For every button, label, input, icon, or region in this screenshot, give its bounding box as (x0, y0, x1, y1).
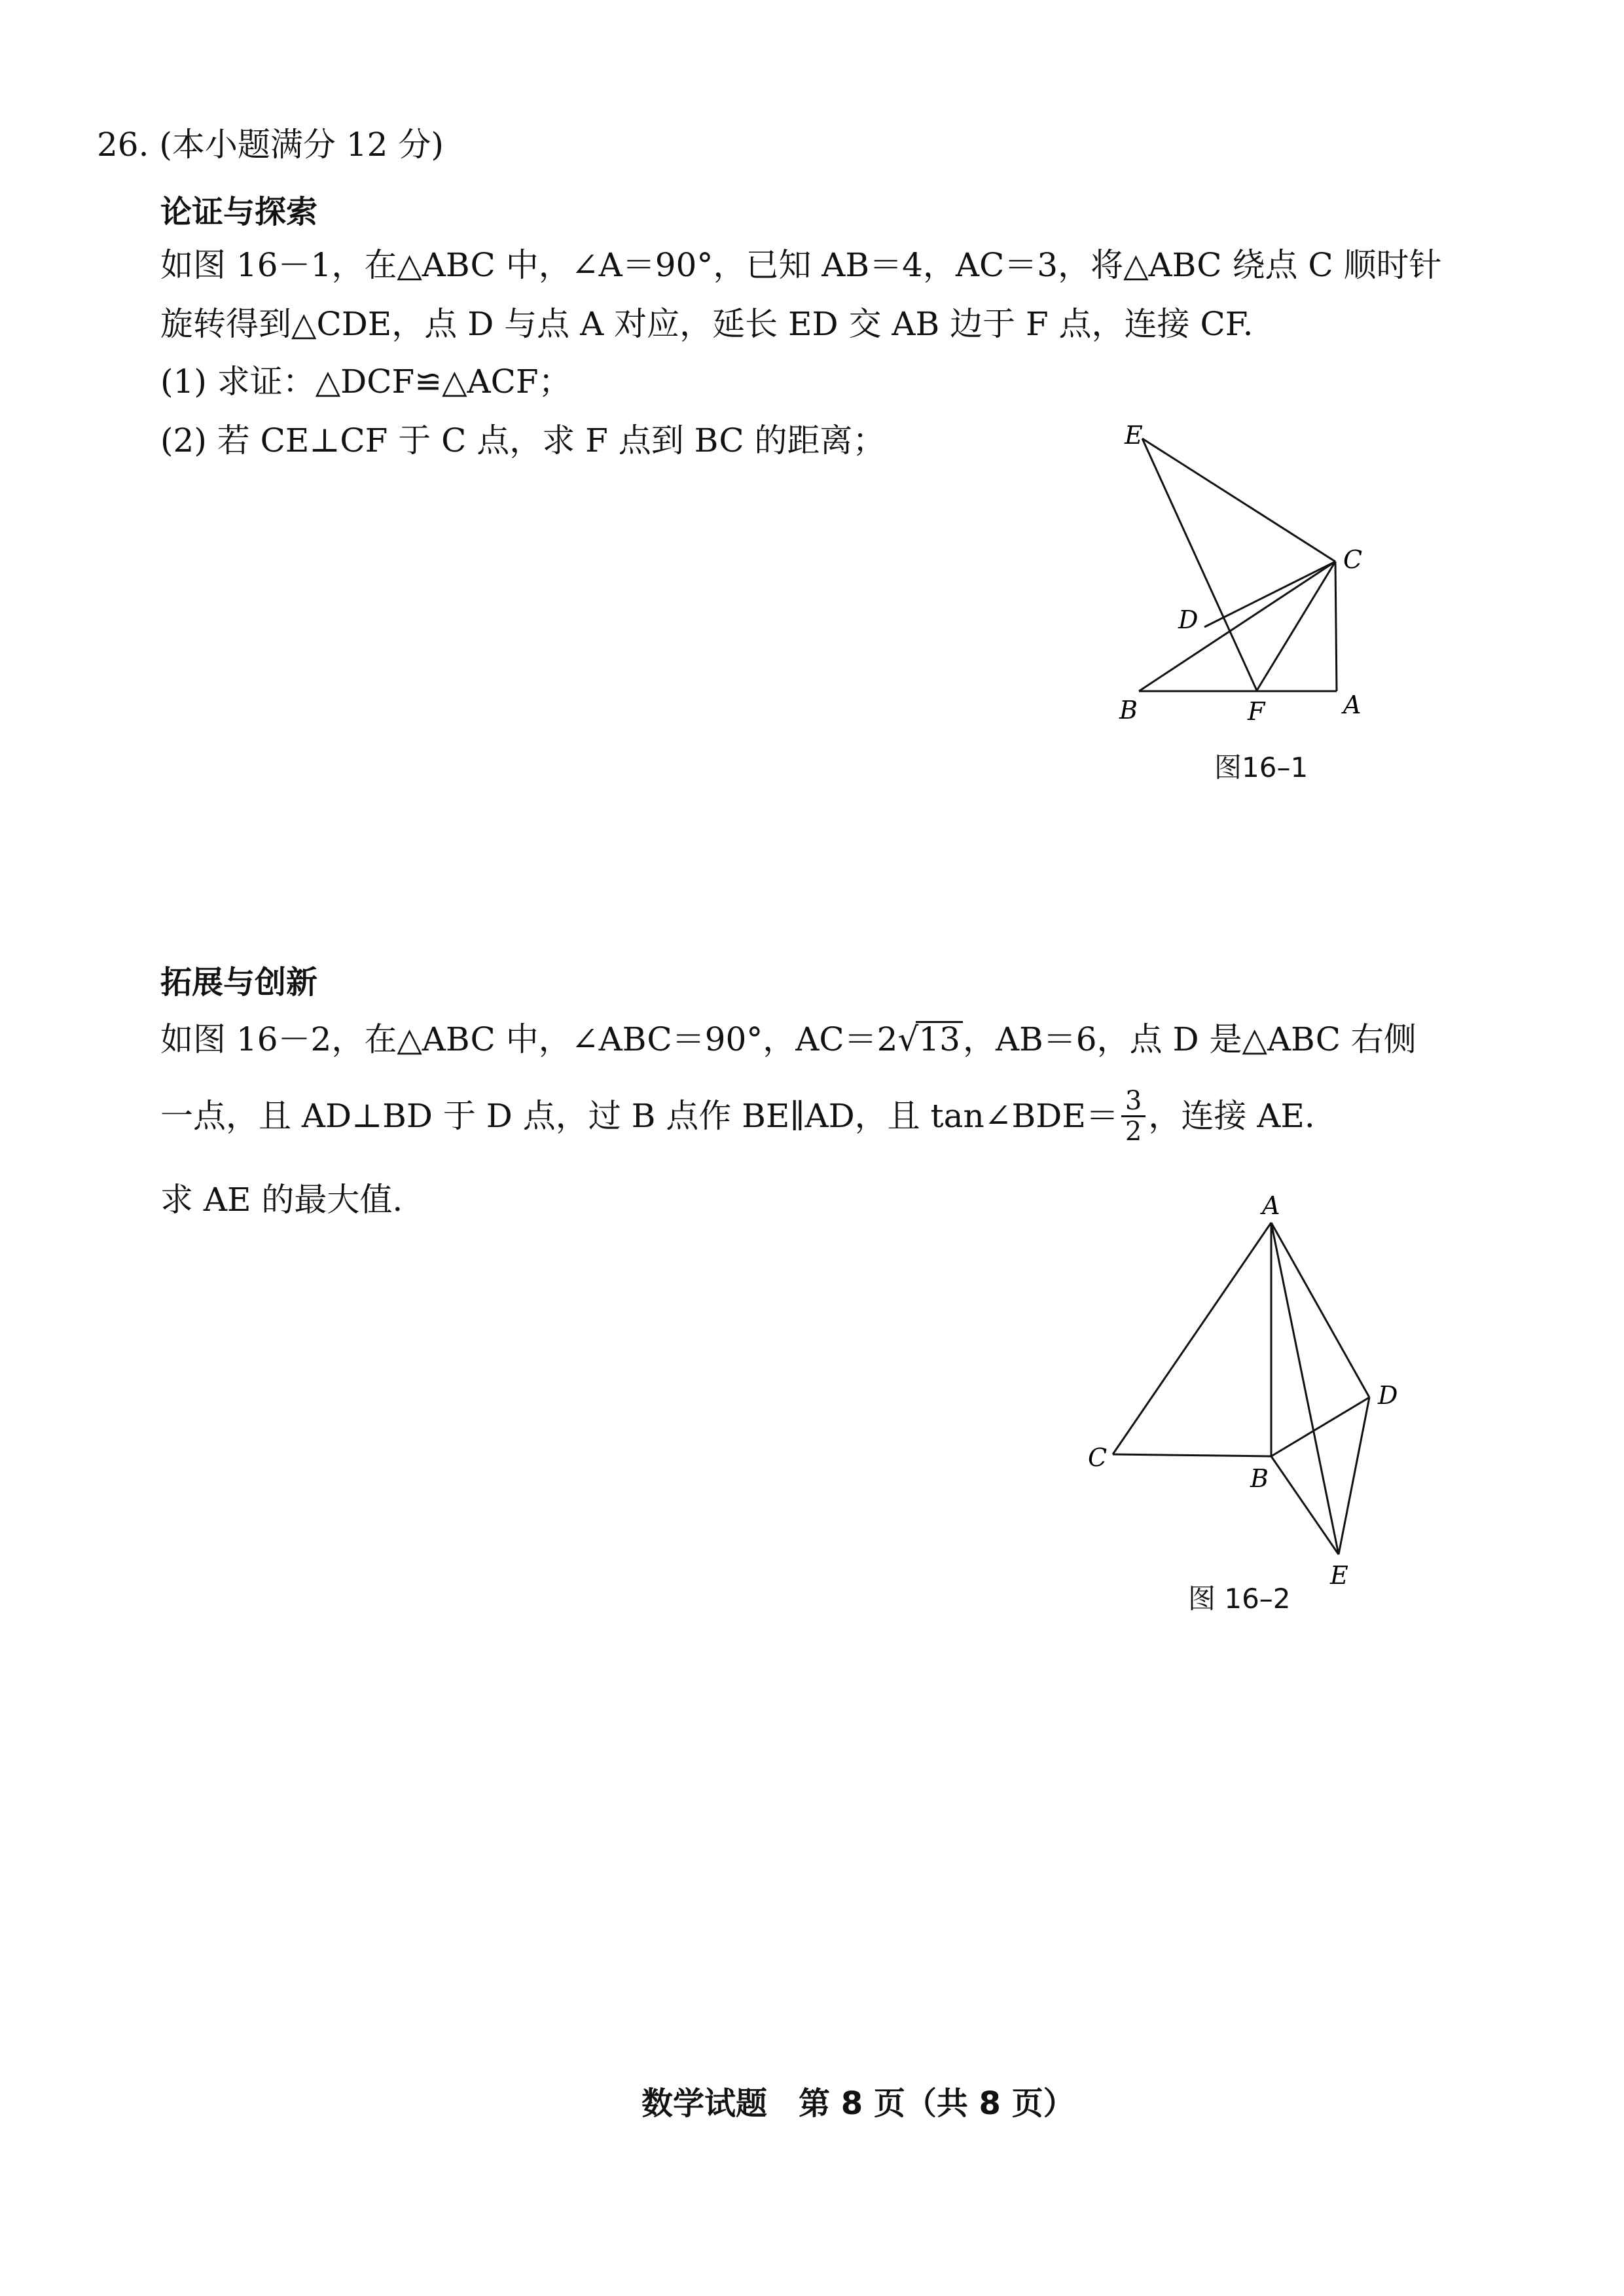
part2-paragraph-line1 (160, 1021, 1416, 1056)
segment-CA (1113, 1223, 1271, 1454)
fig1-label-E: E (1125, 421, 1143, 450)
problem-header: 26. (本小题满分 12 分) (97, 126, 444, 164)
fig1-label-C: C (1343, 545, 1363, 574)
part2-line2-text-a: 一点，且 AD⊥BD 于 D 点，过 B 点作 BE∥AD，且 tan∠BDE＝ (160, 1097, 1119, 1135)
figure-16-2-caption: 图 16–2 (1188, 1583, 1291, 1615)
sqrt-sign: √ (897, 1020, 919, 1058)
fig2-label-A: A (1262, 1191, 1280, 1220)
part2-paragraph-line2 (160, 1080, 1315, 1152)
fig2-label-C: C (1088, 1443, 1108, 1472)
question-1: (1) 求证：△DCF≌△ACF； (160, 363, 571, 401)
part2-line1-text-b: ，AB＝6，点 D 是△ABC 右侧 (962, 1020, 1416, 1058)
fraction-numerator: 3 (1121, 1086, 1146, 1117)
part2-heading: 拓展与创新 (160, 964, 318, 1001)
segment-BC (1139, 562, 1335, 691)
part2-paragraph-line3: 求 AE 的最大值. (160, 1181, 403, 1219)
segment-CA (1335, 562, 1337, 691)
sqrt-radicand: 13 (916, 1021, 963, 1056)
question-2: (2) 若 CE⊥CF 于 C 点，求 F 点到 BC 的距离； (160, 422, 886, 459)
tan-fraction (1121, 1086, 1146, 1146)
fig1-label-D: D (1178, 605, 1199, 634)
fig1-label-B: B (1119, 696, 1138, 725)
fig2-label-B: B (1250, 1464, 1269, 1493)
part2-line2-text-b: ，连接 AE. (1148, 1097, 1315, 1135)
page-footer: 数学试题 第 8 页（共 8 页） (641, 2085, 1075, 2122)
segment-AD (1271, 1223, 1369, 1397)
segment-BD (1271, 1397, 1369, 1456)
part2-line1-text-a: 如图 16－2，在△ABC 中，∠ABC＝90°，AC＝2 (160, 1020, 898, 1058)
fig2-label-D: D (1378, 1381, 1398, 1410)
fig1-label-A: A (1343, 691, 1362, 719)
fig2-label-E: E (1330, 1561, 1348, 1590)
figure-16-1-caption: 图16–1 (1214, 751, 1308, 783)
fig1-label-F: F (1248, 697, 1265, 726)
segment-EF (1142, 439, 1257, 691)
figure-16-2 (1074, 1178, 1414, 1597)
segment-CB (1113, 1454, 1271, 1456)
fraction-denominator: 2 (1125, 1116, 1142, 1147)
part1-paragraph-line1: 如图 16－1，在△ABC 中，∠A＝90°，已知 AB＝4，AC＝3，将△ABC 绕点 C 顺时针 (160, 246, 1442, 284)
segment-DE (1339, 1397, 1369, 1554)
part1-paragraph-line2: 旋转得到△CDE，点 D 与点 A 对应，延长 ED 交 AB 边于 F 点，连接 CF. (160, 305, 1254, 343)
part1-heading: 论证与探索 (160, 194, 318, 230)
figure-16-1 (1100, 406, 1388, 772)
